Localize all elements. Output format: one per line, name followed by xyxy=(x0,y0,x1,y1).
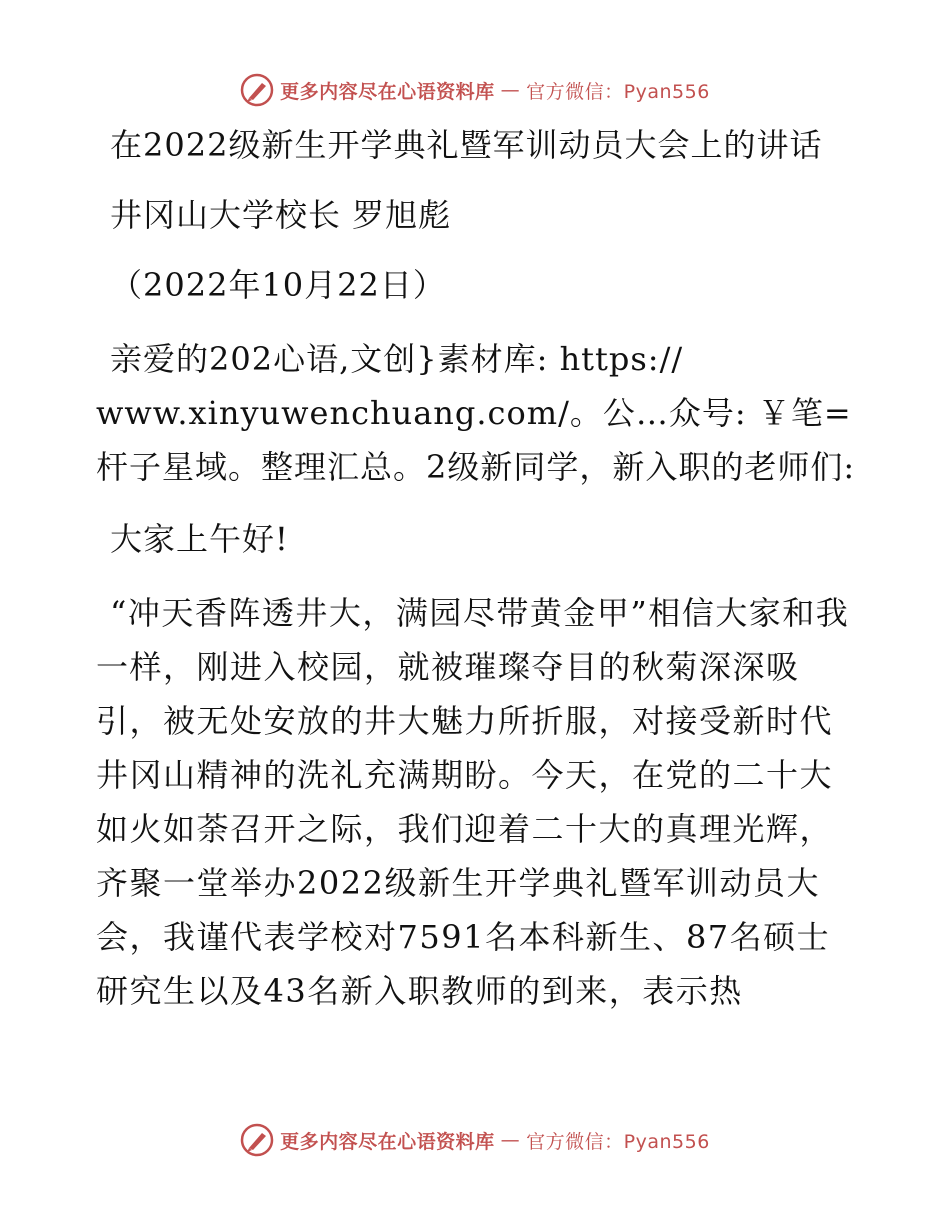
watermark-text: 更多内容尽在心语资料库 xyxy=(280,80,495,103)
watermark-wechat: 官方微信：Pyan556 xyxy=(526,80,710,103)
document-date: （2022年10月22日） xyxy=(110,266,446,304)
watermark-text: 更多内容尽在心语资料库 xyxy=(280,1130,495,1153)
header-watermark xyxy=(0,70,950,110)
footer-watermark xyxy=(0,1120,950,1160)
pen-logo-icon xyxy=(240,73,274,107)
document-greeting: 大家上午好! xyxy=(110,520,289,558)
document-author: 井冈山大学校长 罗旭彪 xyxy=(110,196,452,234)
document-body xyxy=(96,122,856,1018)
watermark-separator: — xyxy=(500,1129,521,1151)
document-title: 在2022级新生开学典礼暨军训动员大会上的讲话 xyxy=(110,126,823,164)
watermark-wechat: 官方微信：Pyan556 xyxy=(526,1130,710,1153)
pen-logo-icon xyxy=(240,1123,274,1157)
watermark-separator: — xyxy=(500,79,521,101)
document-paragraph: “冲天香阵透井大，满园尽带黄金甲”相信大家和我一样，刚进入校园，就被璀璨夺目的秋菊深深吸引，被无处安放的井大魅力所折服，对接受新时代井冈山精神的洗礼充满期盼。今天，在党的二十大如火如荼召开之际，我们迎着二十大的真理光辉，齐聚一堂举办2022级新生开学典礼暨军训动员大会，我谨代表学校对7591名本科新生、87名硕士研究生以及43名新入职教师的到来，表示热 xyxy=(96,594,850,1010)
document-salutation: 亲爱的202心语,文创}素材库: https:// www.xinyuwenchuang.com/。公…众号: ￥笔=杆子星域。整理汇总。2级新同学，新入职的老师们: xyxy=(96,340,856,486)
